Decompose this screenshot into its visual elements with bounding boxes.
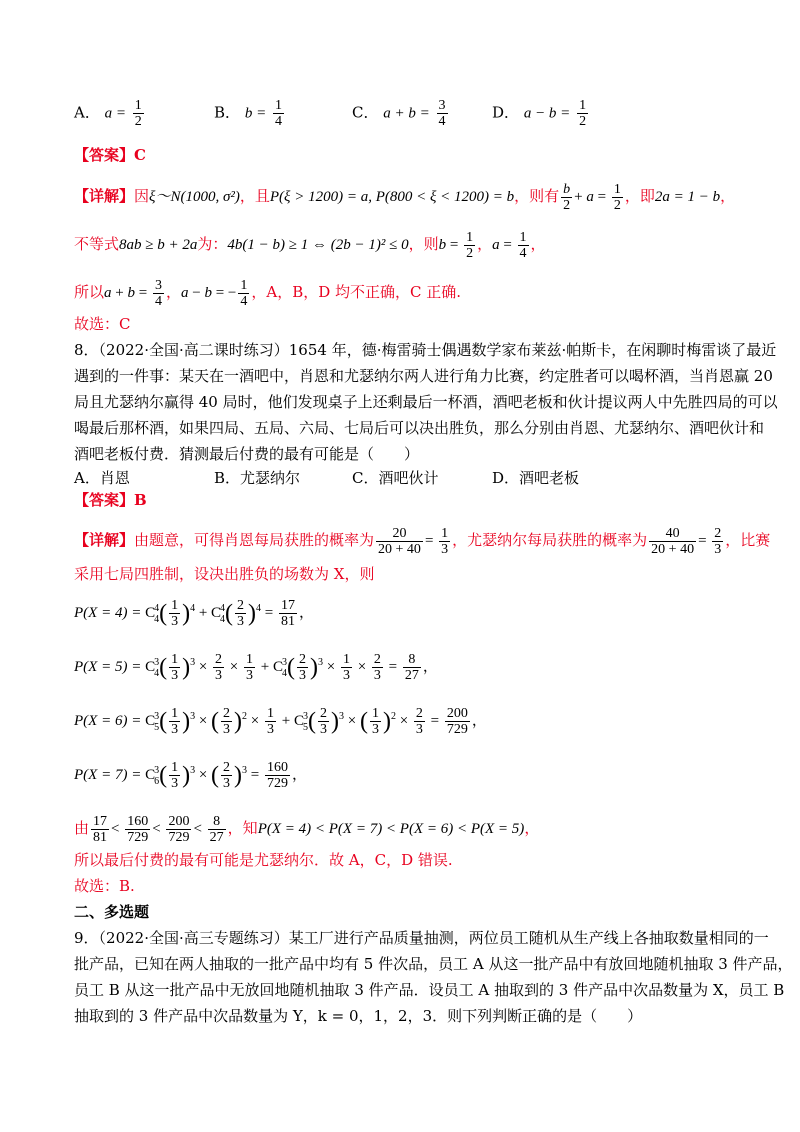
formula: P(ξ > 1200) = a, P(800 < ξ < 1200) = b bbox=[269, 188, 515, 205]
detail-tag: 【详解】 bbox=[74, 186, 135, 205]
q8-option-b: B．尤瑟纳尔 bbox=[214, 469, 301, 487]
text: ，则 bbox=[408, 234, 439, 253]
q8-detail-line-2: 采用七局四胜制，设决出胜负的场数为 X，则 bbox=[74, 565, 375, 583]
formula-fraction-sum: $\frac{b}{2}$ + a = $\frac{1}{2}$ bbox=[563, 182, 621, 213]
formula-lhs: P(X = 5) = bbox=[74, 658, 142, 675]
option-fraction: $\frac{1}{4}$ bbox=[274, 98, 282, 129]
q7-choose: 故选：C bbox=[74, 315, 131, 333]
formula-lhs: P(X = 6) = bbox=[74, 712, 142, 729]
formula-inequality: $\frac{17}{81}$ < $\frac{160}{729}$ < $\frac{200}{729}$ < $\frac{8}{27}$ bbox=[93, 814, 224, 845]
text: ，知 bbox=[227, 818, 258, 837]
option-lhs: b = bbox=[244, 105, 267, 122]
q8-option-d: D．酒吧老板 bbox=[492, 469, 580, 487]
formula-a-value: a = $\frac{1}{4}$ bbox=[492, 230, 527, 261]
q8-stem-line-1: 8．（2022·全国·高二课时练习）1654 年，德·梅雷骑士偶遇数学家布莱兹·帕斯卡，在闲聊时梅雷谈了最近 bbox=[74, 341, 777, 359]
formula: P(X = 4) < P(X = 7) < P(X = 6) < P(X = 5) bbox=[257, 820, 525, 837]
q8-last: 所以最后付费的最有可能是尤瑟纳尔．故 A，C，D 错误. bbox=[74, 851, 453, 869]
q7-answer: 【答案】C bbox=[74, 146, 146, 164]
option-lhs: a = bbox=[104, 105, 126, 122]
formula-sum: a + b = $\frac{3}{4}$ bbox=[104, 278, 162, 309]
q9-stem-line-3: 员工 B 从这一批产品中无放回地随机抽取 3 件产品．设员工 A 抽取到的 3 件产品中次品数量为 X，员工 B bbox=[74, 981, 785, 999]
text: 不等式 bbox=[74, 234, 120, 253]
q9-stem-line-1: 9．（2022·全国·高三专题练习）某工厂进行产品质量抽测，两位员工随机从生产线上各抽取数量相同的一 bbox=[74, 929, 769, 947]
q8-option-c: C．酒吧伙计 bbox=[352, 469, 439, 487]
formula-p-shaun: $\frac{20}{20 + 40}$ = $\frac{1}{3}$ bbox=[378, 526, 449, 557]
formula-lhs: P(X = 4) = bbox=[74, 604, 142, 621]
q8-answer: 【答案】B bbox=[74, 491, 147, 509]
option-label: B． bbox=[214, 103, 241, 122]
text: A，B，D 均不正确，C 正确. bbox=[266, 282, 462, 301]
text: ，即 bbox=[624, 186, 655, 205]
formula-p-yourcenar: $\frac{40}{20 + 40}$ = $\frac{2}{3}$ bbox=[651, 526, 722, 557]
formula: 4b(1 − b) ≥ 1 ⇔ (2b − 1)² ≤ 0 bbox=[227, 236, 409, 253]
q7-detail-line-1 bbox=[74, 182, 735, 213]
q8-conclusion bbox=[74, 814, 539, 845]
option-fraction: $\frac{1}{2}$ bbox=[134, 98, 142, 129]
formula-p4: P(X = 4) = C 4 4 ( $\frac{1}{3}$ )$^4$ + C 4 4 ( $\frac{2}{3}$ )$^4$ = $\frac{17}{81}$ ， bbox=[74, 598, 315, 629]
text: ，且 bbox=[239, 186, 270, 205]
q7-option-d bbox=[492, 98, 590, 129]
q9-stem-line-2: 批产品，已知在两人抽取的一批产品中均有 5 件次品，员工 A 从这一批产品中有放回地随机抽取 3 件产品， bbox=[74, 955, 793, 973]
text: ，尤瑟纳尔每局获胜的概率为 bbox=[452, 530, 648, 549]
text: ，比赛 bbox=[725, 530, 771, 549]
option-lhs: a + b = bbox=[383, 105, 430, 122]
text: ， bbox=[524, 818, 540, 837]
q7-detail-line-3: 所以a + b = $\frac{3}{4}$ ，a − b = − $\frac{1}{4}$ ，A，B，D 均不正确，C 正确. bbox=[74, 278, 462, 309]
text: ， bbox=[720, 186, 736, 205]
section-heading: 二、多选题 bbox=[74, 903, 150, 921]
option-fraction: $\frac{1}{2}$ bbox=[579, 98, 587, 129]
formula: ξ～N(1000, σ²) bbox=[149, 188, 240, 205]
q7-option-a bbox=[74, 98, 146, 129]
formula-lhs: P(X = 7) = bbox=[74, 766, 142, 783]
text: 由 bbox=[74, 818, 90, 837]
q8-choose: 故选：B. bbox=[74, 877, 135, 895]
option-fraction: $\frac{3}{4}$ bbox=[438, 98, 446, 129]
formula: 8ab ≥ b + 2a bbox=[119, 236, 198, 253]
formula-b-value: b = $\frac{1}{2}$ bbox=[438, 230, 474, 261]
detail-tag: 【详解】 bbox=[74, 530, 135, 549]
formula-p5: P(X = 5) = C 3 4 ( $\frac{1}{3}$ )$^3$ × $\frac{2}{3}$ × $\frac{1}{3}$ + C 3 4 ( $\frac{2}{3}$ )$^3$ × $\frac{1}{3}$ × $\frac{2}{3}$ = $\frac{8}{27}$ ， bbox=[74, 652, 438, 683]
formula: 2a = 1 − b bbox=[654, 188, 721, 205]
option-label: A． bbox=[74, 103, 100, 122]
q8-detail-line-1 bbox=[74, 526, 770, 557]
text: 所以 bbox=[74, 282, 105, 301]
formula-p6: P(X = 6) = C 3 5 ( $\frac{1}{3}$ )$^3$ × ( $\frac{2}{3}$ )$^2$ × $\frac{1}{3}$ + C 3 5 ( $\frac{2}{3}$ )$^3$ × ( $\frac{1}{3}$ )$^2$ × $\frac{2}{3}$ = $\frac{200}{729}$ ， bbox=[74, 706, 487, 737]
q7-detail-line-2: 不等式8ab ≥ b + 2a为：4b(1 − b) ≥ 1 ⇔ (2b − 1)² ≤ 0，则b = $\frac{1}{2}$ ，a = $\frac{1}{4}$ ， bbox=[74, 230, 546, 261]
option-lhs: a − b = bbox=[523, 105, 571, 122]
q9-stem-line-4: 抽取到的 3 件产品中次品数量为 Y，k = 0，1，2，3．则下列判断正确的是（ ） bbox=[74, 1007, 643, 1025]
option-label: C． bbox=[352, 103, 379, 122]
q8-stem-line-5: 酒吧老板付费．猜测最后付费的最有可能是（ ） bbox=[74, 445, 420, 463]
text: 由题意，可得肖恩每局获胜的概率为 bbox=[134, 530, 375, 549]
q8-option-a: A．肖恩 bbox=[74, 469, 130, 487]
q8-stem-line-4: 喝最后那杯酒，如果四局、五局、六局、七局后可以决出胜负，那么分别由肖恩、尤瑟纳尔、酒吧伙计和 bbox=[74, 419, 765, 437]
q8-stem-line-2: 遇到的一件事：某天在一酒吧中，肖恩和尤瑟纳尔两人进行角力比赛，约定胜者可以喝杯酒，当肖恩赢 20 bbox=[74, 367, 773, 385]
text: 因 bbox=[134, 186, 150, 205]
q7-option-b bbox=[214, 98, 286, 129]
formula-p7: P(X = 7) = C 3 6 ( $\frac{1}{3}$ )$^3$ × ( $\frac{2}{3}$ )$^3$ = $\frac{160}{729}$ ， bbox=[74, 760, 308, 791]
q8-stem-line-3: 局且尤瑟纳尔赢得 40 局时，他们发现桌子上还剩最后一杯酒，酒吧老板和伙计提议两人中先胜四局的可以 bbox=[74, 393, 778, 411]
option-label: D． bbox=[492, 103, 520, 122]
text: ，则有 bbox=[514, 186, 560, 205]
formula-diff: a − b = − $\frac{1}{4}$ bbox=[180, 278, 248, 309]
q7-option-c bbox=[352, 98, 450, 129]
text: 为： bbox=[197, 234, 228, 253]
